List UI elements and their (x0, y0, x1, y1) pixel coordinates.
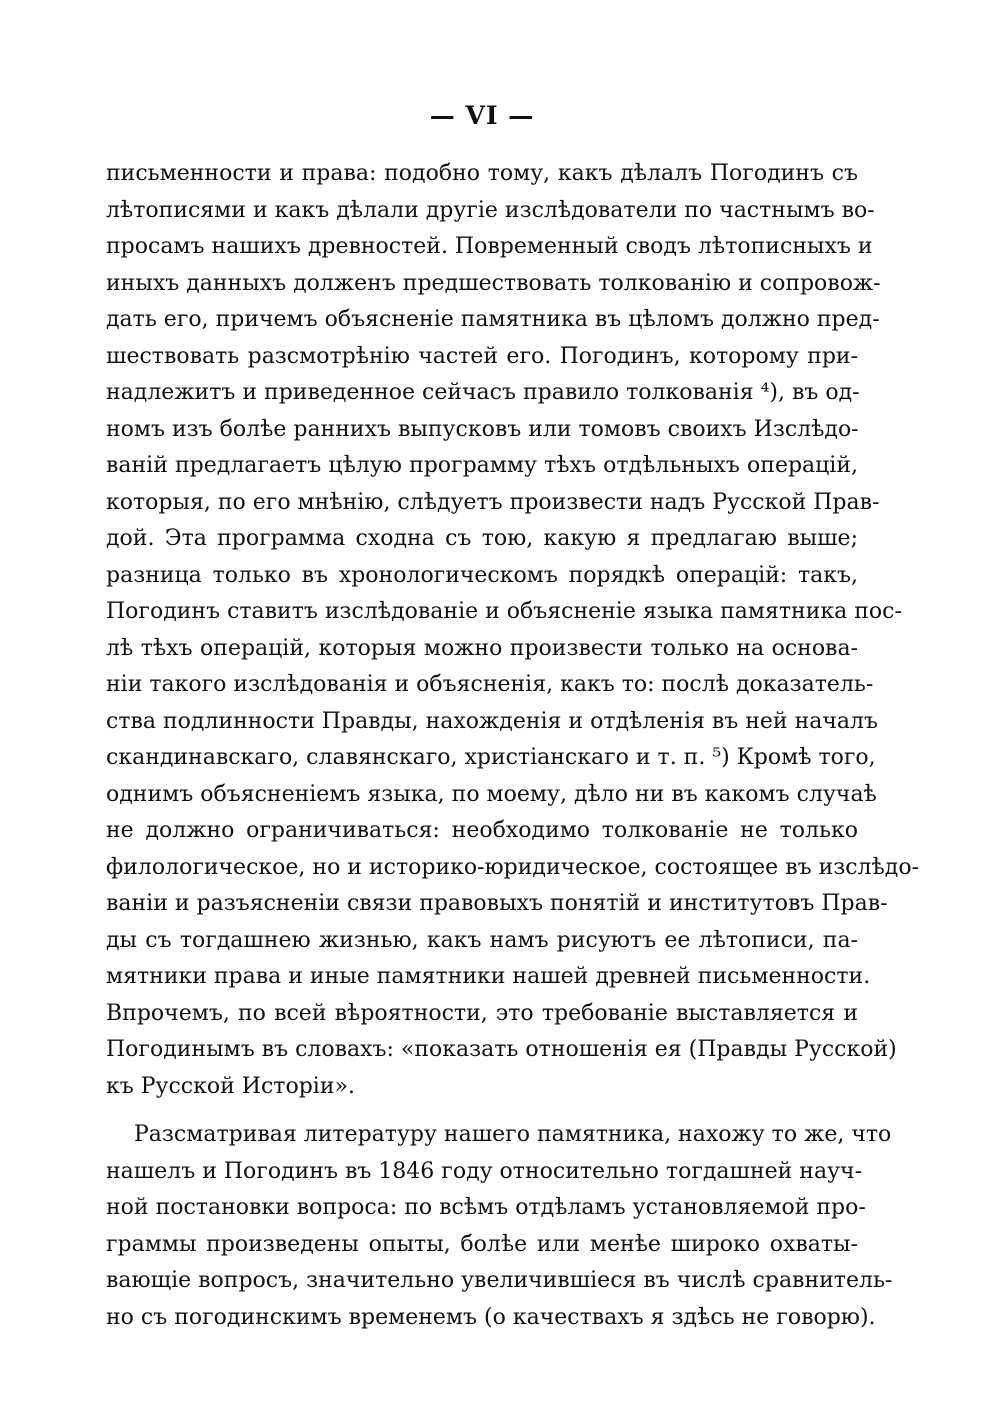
text-line: лѣ тѣхъ операцій, которыя можно произвести только на основа- (106, 635, 858, 661)
text-line: не должно ограничиваться: необходимо толкованіе не только (106, 818, 858, 843)
text-line: Разсматривая литературу нашего памятника, нахожу то же, что (134, 1122, 892, 1147)
text-line: надлежитъ и приведенное сейчасъ правило толкованія ⁴), въ од- (106, 380, 860, 405)
text-line: ваній предлагаетъ цѣлую программу тѣхъ отдѣльныхъ операцій, (106, 453, 858, 478)
text-line: филологическое, но и историко-юридическое, состоящее въ изслѣдо- (106, 854, 920, 880)
text-line: лѣтописями и какъ дѣлали другіе изслѣдователи по частнымъ во- (106, 197, 875, 223)
text-line: ства подлинности Правды, нахожденія и отдѣленія въ ней началъ (106, 708, 878, 734)
paragraph-1 (106, 156, 920, 1105)
text-line: ніи такого изслѣдованія и объясненія, какъ то: послѣ доказатель- (106, 672, 874, 697)
text-line: мятники права и иные памятники нашей древней письменности. (106, 964, 871, 989)
text-line: Погодинъ ставитъ изслѣдованіе и объясненіе языка памятника пос- (106, 599, 902, 624)
text-line: номъ изъ болѣе раннихъ выпусковъ или томовъ своихъ Изслѣдо- (106, 416, 859, 442)
text-line: но съ погодинскимъ временемъ (о качествахъ я здѣсь не говорю). (106, 1304, 876, 1330)
text-line: вающіе вопросъ, значительно увеличившіеся въ числѣ сравнитель- (106, 1268, 893, 1293)
document-page (106, 100, 920, 1336)
text-line: нашелъ и Погодинъ въ 1846 году относительно тогдашней науч- (106, 1158, 863, 1184)
text-line: ды съ тогдашнею жизнью, какъ намъ рисуютъ ее лѣтописи, па- (106, 927, 858, 953)
paragraph-2 (106, 1117, 893, 1336)
text-line: однимъ объясненіемъ языка, по моему, дѣло ни въ какомъ случаѣ (106, 781, 877, 807)
text-line: ваніи и разъясненіи связи правовыхъ понятій и институтовъ Прав- (106, 891, 888, 916)
text-line: дой. Эта программа сходна съ тою, какую я предлагаю выше; (106, 526, 858, 551)
text-line: скандинавскаго, славянскаго, христіанскаго и т. п. ⁵) Кромѣ того, (106, 745, 876, 770)
text-line: Погодинымъ въ словахъ: «показать отношенія ея (Правды Русской) (106, 1037, 897, 1062)
text-line: разница только въ хронологическомъ порядкѣ операцій: такъ, (106, 562, 858, 588)
text-line: иныхъ данныхъ долженъ предшествовать толкованію и сопровож- (106, 270, 881, 296)
text-line: къ Русской Исторіи». (106, 1073, 355, 1099)
paragraph-gap (106, 1105, 858, 1117)
text-line: просамъ нашихъ древностей. Повременный сводъ лѣтописныхъ и (106, 234, 873, 259)
text-line: которыя, по его мнѣнію, слѣдуетъ произвести надъ Русской Прав- (106, 489, 880, 515)
text-line: письменности и права: подобно тому, какъ дѣлалъ Погодинъ съ (106, 161, 858, 186)
page-number: — VI — (429, 101, 535, 130)
text-line: граммы произведены опыты, болѣе или менѣе широко охваты- (106, 1231, 858, 1257)
text-line: ной постановки вопроса: по всѣмъ отдѣламъ установляемой про- (106, 1195, 866, 1220)
text-line: Впрочемъ, по всей вѣроятности, это требованіе выставляется и (106, 1000, 858, 1026)
text-line: шествовать разсмотрѣнію частей его. Погодинъ, которому при- (106, 343, 858, 369)
text-line: дать его, причемъ объясненіе памятника въ цѣломъ должно пред- (106, 307, 880, 332)
